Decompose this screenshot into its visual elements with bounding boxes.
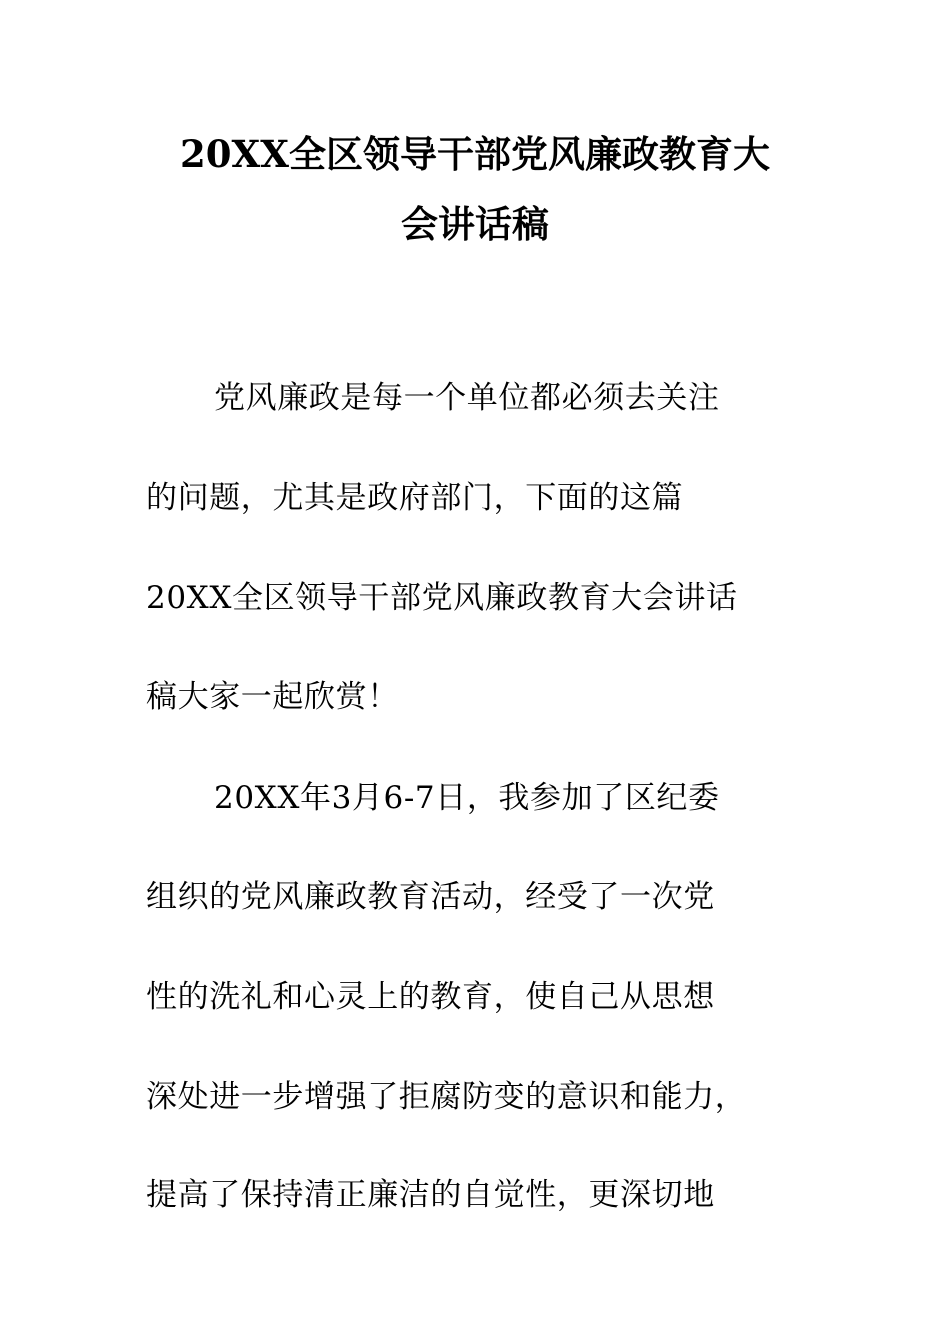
- paragraph-1-line-3: 20XX全区领导干部党风廉政教育大会讲话: [146, 580, 738, 616]
- paragraph-1-line-4: 稿大家一起欣赏！: [146, 679, 399, 715]
- paragraph-1-line-1: 党风廉政是每一个单位都必须去关注: [214, 380, 720, 416]
- paragraph-2-line-1: 20XX年3月6-7日，我参加了区纪委: [214, 780, 720, 816]
- paragraph-2-line-2: 组织的党风廉政教育活动，经受了一次党: [146, 879, 715, 915]
- paragraph-1-line-2: 的问题，尤其是政府部门，下面的这篇: [146, 480, 684, 516]
- paragraph-2-line-4: 深处进一步增强了拒腐防变的意识和能力，: [146, 1079, 747, 1115]
- document-title-line-1: 20XX全区领导干部党风廉政教育大: [180, 132, 770, 176]
- paragraph-2-line-5: 提高了保持清正廉洁的自觉性，更深切地: [146, 1177, 715, 1213]
- paragraph-2-line-3: 性的洗礼和心灵上的教育，使自己从思想: [146, 979, 715, 1015]
- document-title-line-2: 会讲话稿: [401, 202, 549, 246]
